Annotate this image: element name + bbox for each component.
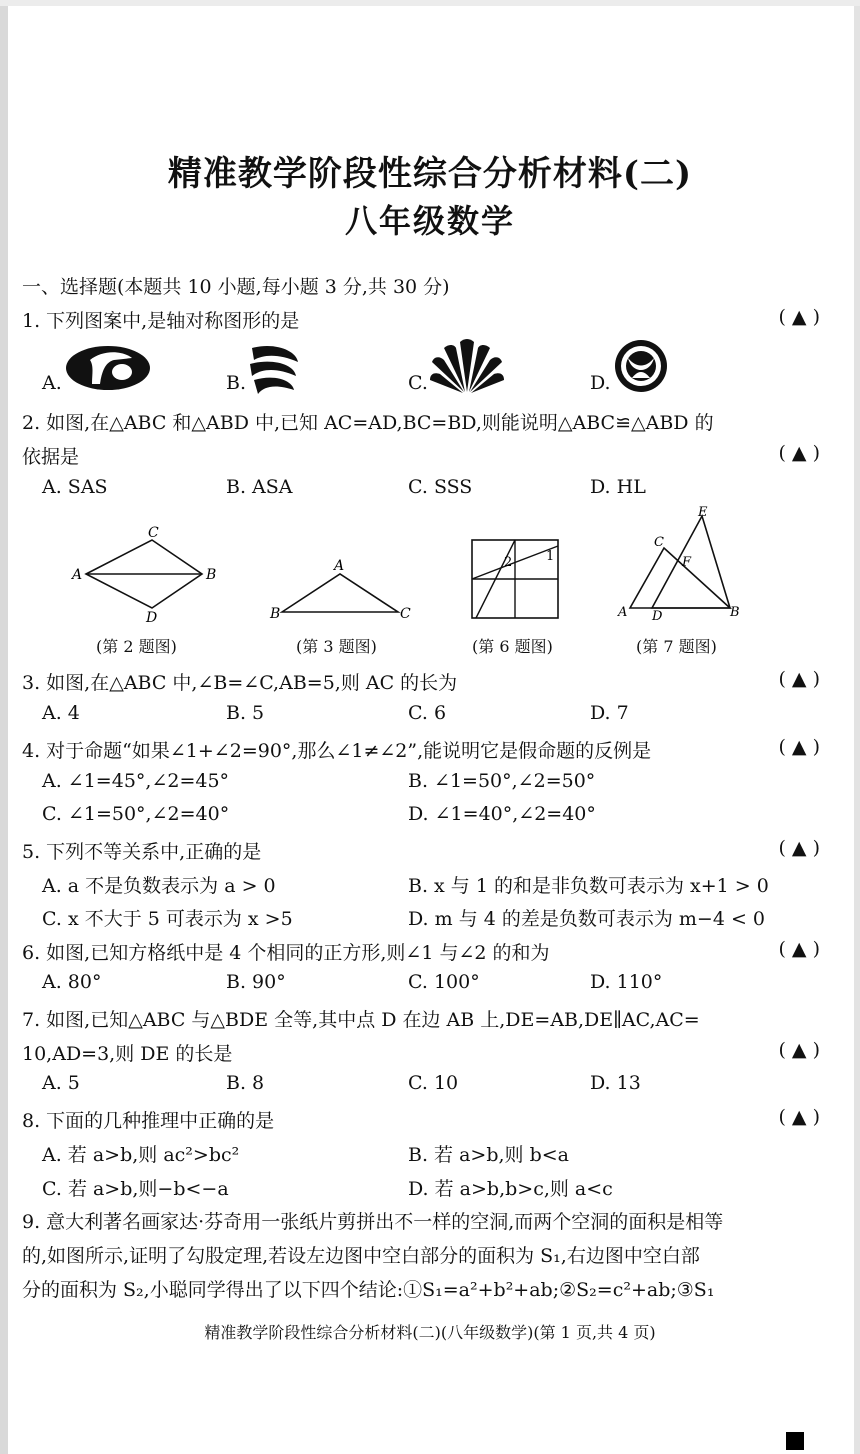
q5-option-b: B. x 与 1 的和是非负数可表示为 x+1 > 0 [408, 875, 769, 897]
figure-2-caption: (第 2 题图) [96, 637, 177, 656]
q3-option-d: D. 7 [590, 702, 629, 724]
q4-option-b: B. ∠1=50°,∠2=50° [408, 770, 596, 792]
fig2-label-a: A [72, 567, 83, 583]
figure-3 [266, 556, 416, 622]
question-6-stem: 6. 如图,已知方格纸中是 4 个相同的正方形,则∠1 与∠2 的和为 [22, 942, 550, 964]
answer-mark-1: ( ▲ ) [778, 306, 820, 328]
q4-option-a: A. ∠1=45°,∠2=45° [42, 770, 230, 792]
q2-option-a: A. SAS [42, 476, 108, 498]
figure-6-caption: (第 6 题图) [472, 637, 553, 656]
question-7-stem: 7. 如图,已知△ABC 与△BDE 全等,其中点 D 在边 AB 上,DE=AB,DE∥AC,AC= [22, 1009, 700, 1031]
q5-option-d: D. m 与 4 的差是负数可表示为 m−4 < 0 [408, 908, 766, 930]
q2-option-b: B. ASA [226, 476, 293, 498]
fig3-label-b: B [270, 606, 281, 622]
question-9-stem: 9. 意大利著名画家达·芬奇用一张纸片剪拼出不一样的空洞,而两个空洞的面积是相等 [22, 1211, 724, 1233]
q6-option-a: A. 80° [42, 971, 102, 993]
page-title: 精准教学阶段性综合分析材料(二) [167, 154, 693, 194]
question-3-stem: 3. 如图,在△ABC 中,∠B=∠C,AB=5,则 AC 的长为 [22, 672, 458, 694]
q5-option-a: A. a 不是负数表示为 a > 0 [42, 875, 276, 897]
question-9-stem-cont2: 分的面积为 S₂,小聪同学得出了以下四个结论:①S₁=a²+b²+ab;②S₂=c²+ab;③S₁ [22, 1279, 715, 1301]
q1-option-c: C. [408, 372, 428, 394]
q8-option-a: A. 若 a>b,则 ac²>bc² [42, 1144, 240, 1166]
q3-option-c: C. 6 [408, 702, 447, 724]
q8-option-b: B. 若 a>b,则 b<a [408, 1144, 569, 1166]
answer-mark-5: ( ▲ ) [778, 837, 820, 859]
figure-6 [468, 536, 564, 622]
q5-option-c: C. x 不大于 5 可表示为 x >5 [42, 908, 293, 930]
fig2-label-b: B [206, 567, 217, 583]
q6-option-d: D. 110° [590, 971, 663, 993]
section-heading: 一、选择题(本题共 10 小题,每小题 3 分,共 30 分) [22, 276, 450, 298]
scan-border-top [0, 0, 860, 6]
question-9-stem-cont: 的,如图所示,证明了勾股定理,若设左边图中空白部分的面积为 S₁,右边图中空白部 [22, 1245, 700, 1267]
logo-d-icon [612, 338, 670, 394]
answer-mark-3: ( ▲ ) [778, 668, 820, 690]
fig7-label-b: B [730, 605, 740, 620]
q3-option-a: A. 4 [42, 702, 80, 724]
fig3-label-a: A [334, 558, 345, 574]
fig2-label-d: D [146, 610, 158, 626]
figure-2 [68, 524, 218, 626]
answer-mark-6: ( ▲ ) [778, 938, 820, 960]
q6-option-c: C. 100° [408, 971, 480, 993]
figure-7 [616, 506, 746, 622]
fig6-label-1: 1 [546, 549, 555, 564]
scan-registration-mark [786, 1432, 804, 1450]
q8-option-c: C. 若 a>b,则−b<−a [42, 1178, 229, 1200]
q1-option-a: A. [42, 372, 62, 394]
answer-mark-7: ( ▲ ) [778, 1039, 820, 1061]
q8-option-d: D. 若 a>b,b>c,则 a<c [408, 1178, 613, 1200]
q2-option-d: D. HL [590, 476, 646, 498]
logo-b-icon [244, 340, 304, 396]
answer-mark-8: ( ▲ ) [778, 1106, 820, 1128]
q6-option-b: B. 90° [226, 971, 286, 993]
logo-a-icon [62, 340, 154, 396]
fig3-label-c: C [400, 606, 411, 622]
answer-mark-2: ( ▲ ) [778, 442, 820, 464]
question-5-stem: 5. 下列不等关系中,正确的是 [22, 841, 262, 863]
fig6-label-2: 2 [504, 555, 513, 570]
question-2-stem: 2. 如图,在△ABC 和△ABD 中,已知 AC=AD,BC=BD,则能说明△ABC≌△ABD 的 [22, 412, 714, 434]
answer-mark-4: ( ▲ ) [778, 736, 820, 758]
fig7-label-a: A [618, 605, 628, 620]
logo-c-icon [430, 336, 504, 396]
question-2-stem-cont: 依据是 [22, 446, 80, 468]
q7-option-b: B. 8 [226, 1072, 265, 1094]
fig7-label-d: D [652, 609, 663, 622]
q1-option-d: D. [590, 372, 611, 394]
question-4-stem: 4. 对于命题“如果∠1+∠2=90°,那么∠1≠∠2”,能说明它是假命题的反例是 [22, 740, 652, 762]
question-7-stem-cont: 10,AD=3,则 DE 的长是 [22, 1043, 233, 1065]
q7-option-d: D. 13 [590, 1072, 641, 1094]
question-8-stem: 8. 下面的几种推理中正确的是 [22, 1110, 275, 1132]
question-1-stem: 1. 下列图案中,是轴对称图形的是 [22, 310, 300, 332]
page-footer: 精准教学阶段性综合分析材料(二)(八年级数学)(第 1 页,共 4 页) [204, 1323, 656, 1342]
fig7-label-f: F [682, 555, 692, 570]
q7-option-a: A. 5 [42, 1072, 80, 1094]
q1-option-b: B. [226, 372, 247, 394]
page-subtitle: 八年级数学 [344, 202, 515, 240]
q2-option-c: C. SSS [408, 476, 473, 498]
q4-option-c: C. ∠1=50°,∠2=40° [42, 803, 230, 825]
q3-option-b: B. 5 [226, 702, 265, 724]
fig7-label-e: E [698, 506, 708, 520]
q7-option-c: C. 10 [408, 1072, 459, 1094]
fig7-label-c: C [654, 535, 664, 550]
figure-3-caption: (第 3 题图) [296, 637, 377, 656]
figure-7-caption: (第 7 题图) [636, 637, 717, 656]
fig2-label-c: C [148, 525, 159, 541]
q4-option-d: D. ∠1=40°,∠2=40° [408, 803, 596, 825]
